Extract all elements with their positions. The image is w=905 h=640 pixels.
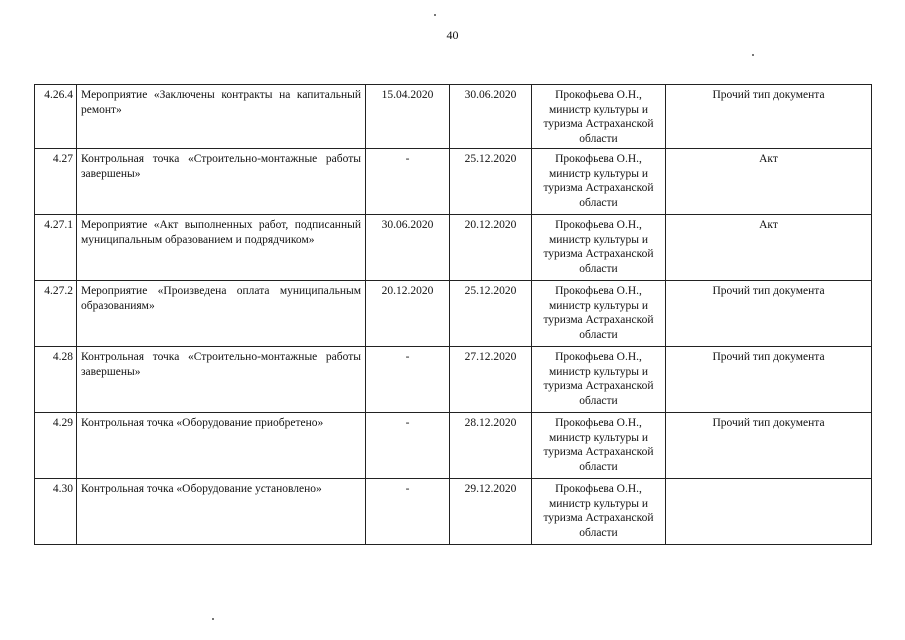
row-start-date: - <box>366 479 450 545</box>
row-number: 4.30 <box>35 479 77 545</box>
row-responsible: Прокофьева О.Н., министр культуры и туризма Астраханской области <box>532 479 666 545</box>
row-name: Мероприятие «Произведена оплата муниципальным образованиям» <box>77 281 366 347</box>
row-name: Контрольная точка «Оборудование приобретено» <box>77 413 366 479</box>
table-row <box>35 149 872 215</box>
table-row <box>35 347 872 413</box>
row-number: 4.29 <box>35 413 77 479</box>
row-start-date: - <box>366 347 450 413</box>
row-end-date: 25.12.2020 <box>450 149 532 215</box>
row-end-date: 27.12.2020 <box>450 347 532 413</box>
table-row <box>35 281 872 347</box>
row-start-date: - <box>366 149 450 215</box>
row-name: Контрольная точка «Строительно-монтажные работы завершены» <box>77 347 366 413</box>
row-document-type: Прочий тип документа <box>666 347 872 413</box>
scan-speck <box>434 14 436 16</box>
row-start-date: - <box>366 413 450 479</box>
row-document-type: Акт <box>666 215 872 281</box>
row-end-date: 25.12.2020 <box>450 281 532 347</box>
row-end-date: 29.12.2020 <box>450 479 532 545</box>
row-number: 4.27.1 <box>35 215 77 281</box>
row-responsible: Прокофьева О.Н., министр культуры и туризма Астраханской области <box>532 281 666 347</box>
row-end-date: 20.12.2020 <box>450 215 532 281</box>
row-number: 4.27 <box>35 149 77 215</box>
row-responsible: Прокофьева О.Н., министр культуры и туризма Астраханской области <box>532 347 666 413</box>
row-start-date: 30.06.2020 <box>366 215 450 281</box>
row-name: Контрольная точка «Строительно-монтажные работы завершены» <box>77 149 366 215</box>
row-start-date: 20.12.2020 <box>366 281 450 347</box>
scan-speck <box>752 54 754 56</box>
row-document-type: Прочий тип документа <box>666 85 872 149</box>
page-number: 40 <box>446 28 459 42</box>
row-document-type <box>666 479 872 545</box>
table-row <box>35 215 872 281</box>
row-responsible: Прокофьева О.Н., министр культуры и туризма Астраханской области <box>532 149 666 215</box>
row-name: Мероприятие «Заключены контракты на капитальный ремонт» <box>77 85 366 149</box>
table-row <box>35 479 872 545</box>
scan-speck <box>212 618 214 620</box>
row-responsible: Прокофьева О.Н., министр культуры и туризма Астраханской области <box>532 85 666 149</box>
row-number: 4.28 <box>35 347 77 413</box>
row-responsible: Прокофьева О.Н., министр культуры и туризма Астраханской области <box>532 413 666 479</box>
row-number: 4.27.2 <box>35 281 77 347</box>
table-row <box>35 85 872 149</box>
row-end-date: 28.12.2020 <box>450 413 532 479</box>
row-end-date: 30.06.2020 <box>450 85 532 149</box>
row-document-type: Прочий тип документа <box>666 281 872 347</box>
row-start-date: 15.04.2020 <box>366 85 450 149</box>
plan-table <box>34 84 872 545</box>
row-name: Мероприятие «Акт выполненных работ, подписанный муниципальным образованием и подрядчиком» <box>77 215 366 281</box>
row-number: 4.26.4 <box>35 85 77 149</box>
row-responsible: Прокофьева О.Н., министр культуры и туризма Астраханской области <box>532 215 666 281</box>
table-row <box>35 413 872 479</box>
row-document-type: Акт <box>666 149 872 215</box>
row-document-type: Прочий тип документа <box>666 413 872 479</box>
row-name: Контрольная точка «Оборудование установлено» <box>77 479 366 545</box>
